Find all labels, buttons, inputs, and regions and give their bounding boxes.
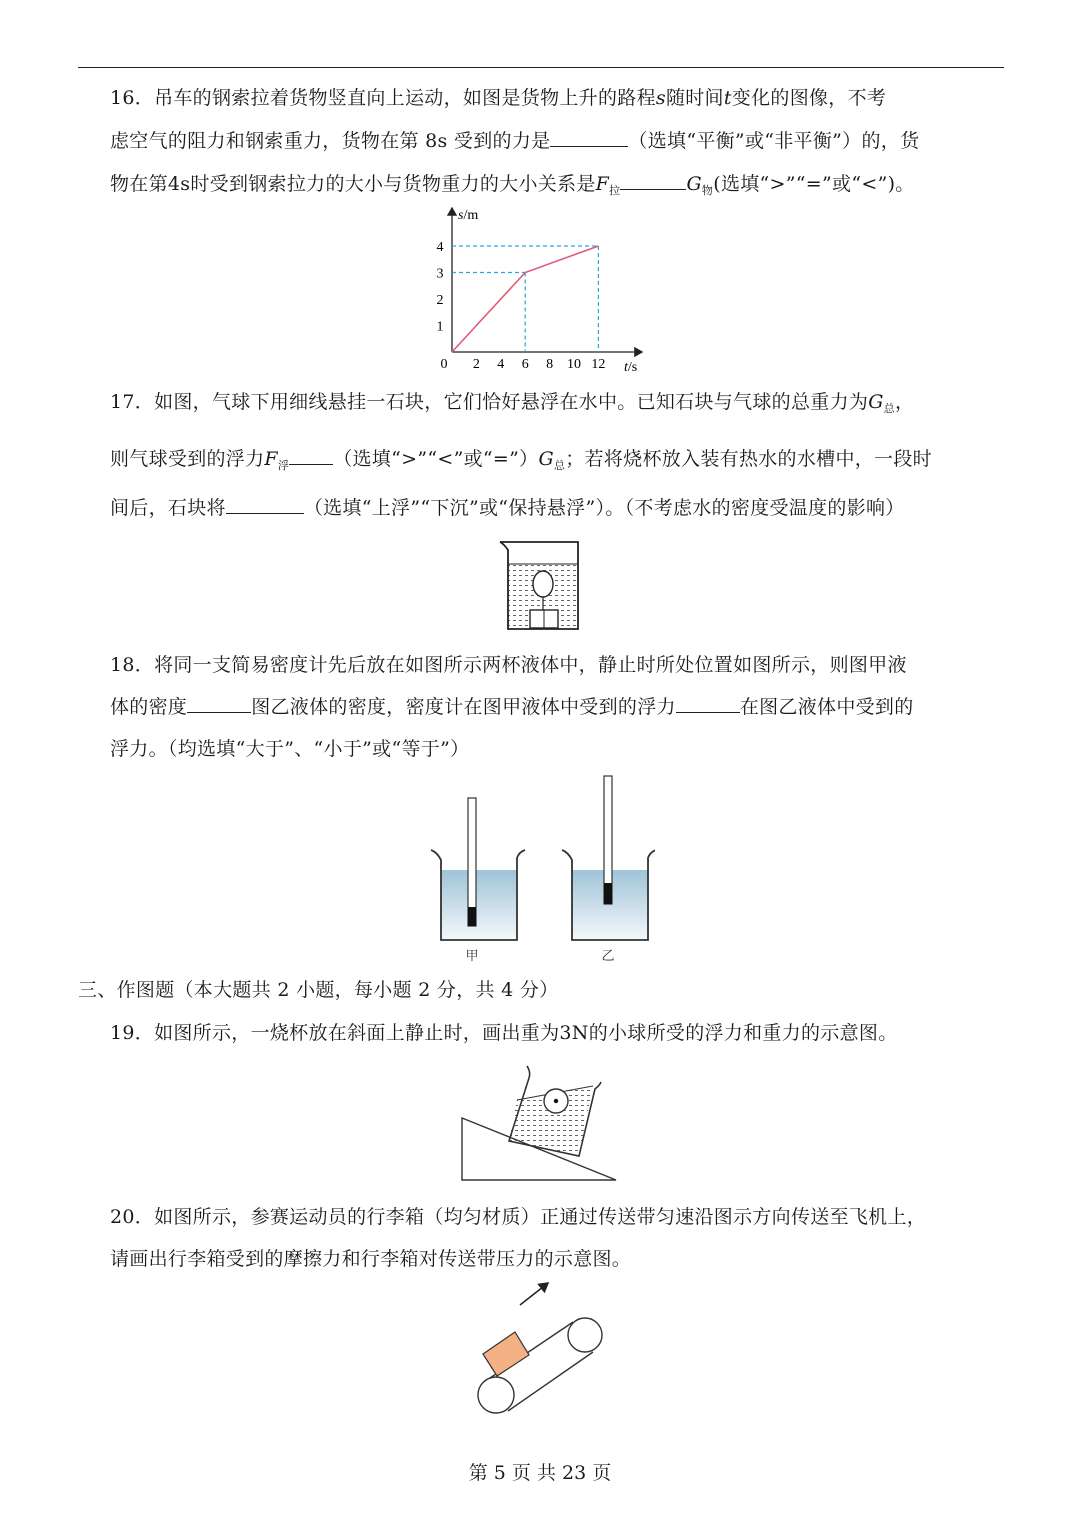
- page-footer: 第 5 页 共 23 页: [468, 1462, 612, 1484]
- q16-line-2: 虑空气的阻力和钢索重力，货物在第 8s 受到的力是 （选填“平衡”或“非平衡”）的，货: [110, 126, 919, 156]
- x-tick-label: 4: [497, 357, 505, 372]
- q17-blank-2[interactable]: [226, 493, 304, 514]
- x-tick-label: 0: [440, 357, 448, 372]
- y-tick-label: 3: [436, 266, 444, 282]
- x-tick-label: 8: [546, 357, 554, 372]
- roller-low: [478, 1377, 514, 1413]
- q20-line-1: 20．如图所示，参赛运动员的行李箱（均匀材质）正通过传送带匀速沿图示方向传送至飞机上，: [110, 1206, 927, 1228]
- top-rule: [78, 67, 1004, 68]
- x-tick-label: 12: [591, 357, 606, 372]
- s-t-chart: [420, 200, 660, 378]
- y-tick-label: 4: [436, 240, 444, 255]
- hydrometer-a: [468, 798, 476, 926]
- x-tick-label: 10: [567, 357, 581, 372]
- conveyor-figure: [468, 1275, 610, 1425]
- roller-high: [568, 1318, 602, 1352]
- hydrometer-figure: [425, 770, 655, 970]
- q19-line-1: 19．如图所示，一烧杯放在斜面上静止时，画出重为3N的小球所受的浮力和重力的示意图。: [110, 1022, 898, 1044]
- q18-line-2: 体的密度 图乙液体的密度，密度计在图甲液体中受到的浮力 在图乙液体中受到的: [110, 692, 914, 722]
- q17-line-1: 17．如图，气球下用细线悬挂一石块，它们恰好悬浮在水中。已知石块与气球的总重力为$G_总$，: [110, 391, 915, 415]
- incline-beaker-figure: [455, 1058, 625, 1186]
- x-axis-label: t/s: [624, 360, 638, 375]
- q17-line-2: 则气球受到的浮力$F_浮$ （选填“>”“<”或“$=”)G_总$；若将烧杯放入装有热水的水槽中，一段时: [110, 444, 932, 481]
- balloon: [533, 571, 553, 597]
- q17-blank-1[interactable]: [289, 444, 333, 465]
- liquid-a: [441, 870, 517, 940]
- direction-arrow: [520, 1283, 548, 1305]
- q18-blank-1[interactable]: [187, 692, 251, 713]
- q17-line-3: 间后，石块将 （选填“上浮”“下沉”或“保持悬浮”）。（不考虑水的密度受温度的影响）: [110, 493, 905, 523]
- x-tick-label: 2: [472, 357, 480, 372]
- x-tick-label: 6: [521, 357, 529, 372]
- label-a: 甲: [465, 948, 479, 963]
- q16-line-1: 16．吊车的钢索拉着货物竖直向上运动，如图是货物上升的路程s随时间t变化的图像，不考: [110, 87, 887, 109]
- q16-blank-1[interactable]: [550, 126, 628, 147]
- q18-line-3: 浮力。（均选填“大于”、“小于”或“等于”）: [110, 738, 470, 760]
- y-axis-label: s/m: [458, 208, 479, 223]
- y-tick-label: 1: [436, 319, 444, 335]
- balloon-beaker-figure: [495, 538, 587, 634]
- section-3-heading: 三、作图题（本大题共 2 小题，每小题 2 分，共 4 分）: [78, 979, 559, 1001]
- q18-blank-2[interactable]: [676, 692, 740, 713]
- q16-blank-2[interactable]: [620, 169, 686, 190]
- q20-line-2: 请画出行李箱受到的摩擦力和行李箱对传送带压力的示意图。: [110, 1248, 632, 1270]
- label-b: 乙: [601, 948, 615, 963]
- q16-line-3: 物在第4s时受到钢索拉力的大小与货物重力的大小关系是$F_拉$ $G_物$(选填“>”“=”或“<”)。: [110, 169, 915, 206]
- luggage: [483, 1332, 529, 1376]
- y-tick-label: 2: [436, 293, 444, 308]
- q18-line-1: 18．将同一支简易密度计先后放在如图所示两杯液体中，静止时所处位置如图所示，则图甲液: [110, 654, 907, 676]
